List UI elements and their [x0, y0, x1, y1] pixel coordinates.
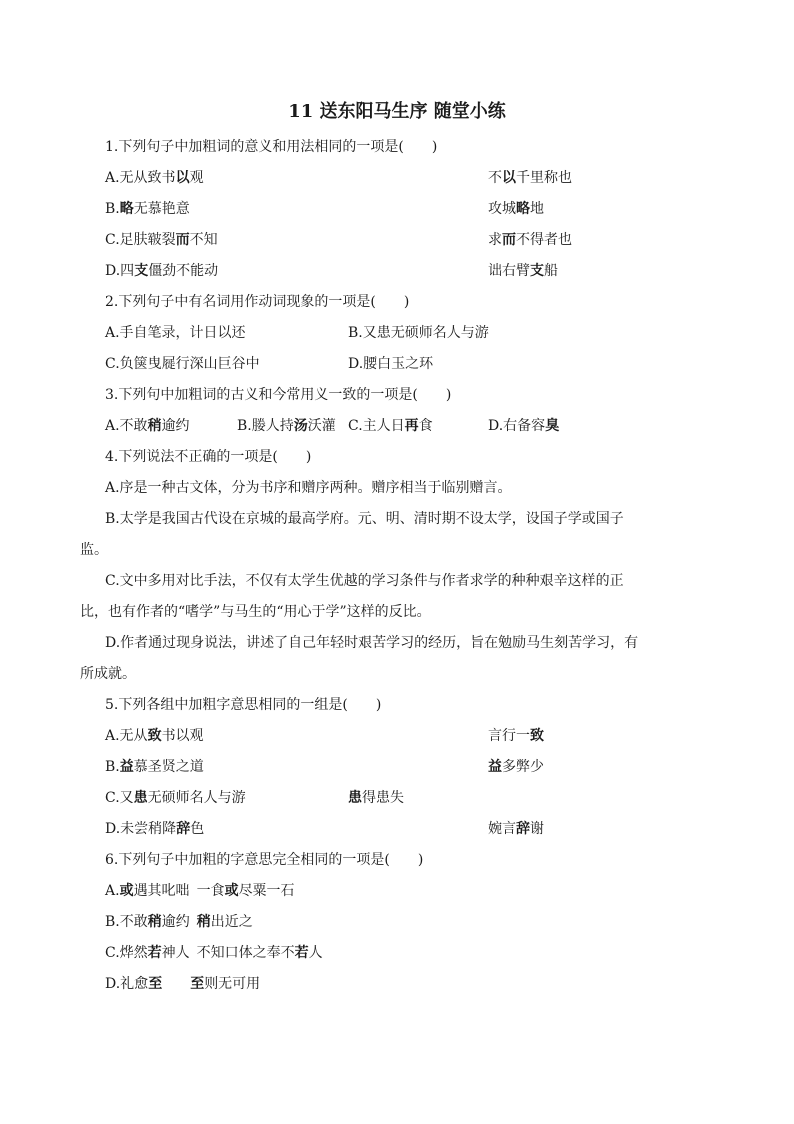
- q1-a-r-bold: 以: [502, 170, 516, 186]
- q1-option-d: [105, 261, 218, 281]
- q5-option-b-right: [488, 757, 544, 777]
- q1-a-post: 观: [189, 170, 204, 186]
- q5-a-pre: A.无从: [105, 728, 148, 744]
- q1-d-r-pre: 诎右臂: [488, 263, 530, 279]
- q1-b-post: 无慕艳意: [133, 201, 190, 217]
- q5-b-pre: B.: [105, 759, 120, 775]
- q4-option-a: A.序是一种古文体，分为书序和赠序两种。赠序相当于临别赠言。: [105, 480, 512, 496]
- q2-option-b: B.又患无硕师名人与游: [348, 325, 489, 341]
- q3-option-d: [488, 416, 559, 436]
- q5-option-b: [105, 757, 204, 777]
- q3-stem: 3.下列句中加粗词的古义和今常用义一致的一项是( ): [105, 387, 452, 403]
- q1-d-r-post: 船: [544, 263, 558, 279]
- q5-c-r-bold: 患: [348, 790, 362, 806]
- q2-option-d: D.腰白玉之环: [348, 356, 434, 372]
- q1-d-r-bold: 支: [530, 263, 544, 279]
- q4-option-d-line1: D.作者通过现身说法，讲述了自己年轻时艰苦学习的经历，旨在勉励马生刻苦学习，有: [105, 635, 639, 651]
- q1-b-r-pre: 攻城: [488, 201, 516, 217]
- q6-option-a: [105, 881, 295, 901]
- q6-c-r-pre: 不知口体之奉不: [196, 945, 295, 961]
- q3-option-b: [237, 416, 336, 436]
- q5-option-a: [105, 726, 204, 746]
- q4-option-d-line2: 所成就。: [80, 666, 136, 682]
- q1-option-a-right: [488, 168, 572, 188]
- q5-a-post: 书以观: [161, 728, 204, 744]
- q6-b-bold: 稍: [147, 914, 162, 930]
- q6-b-pre: B.不敢: [105, 914, 148, 930]
- q5-d-post: 色: [190, 821, 205, 837]
- q1-a-pre: A.无从致书: [105, 170, 176, 186]
- q4-option-c-line2: 比，也有作者的“嗜学”与马生的“用心于学”这样的反比。: [80, 604, 431, 620]
- q6-c-post: 神人: [161, 945, 190, 961]
- q3-c-post: 食: [418, 418, 433, 434]
- q3-option-c: [348, 416, 433, 436]
- q3-a-post: 逾约: [161, 418, 190, 434]
- q1-a-bold: 以: [175, 170, 190, 186]
- q6-d-bold: 至: [148, 976, 163, 992]
- q3-d-pre: D.右备容: [488, 418, 546, 434]
- q5-option-d-right: [488, 819, 544, 839]
- q5-option-a-right: [488, 726, 544, 746]
- q6-stem: 6.下列句子中加粗的字意思完全相同的一项是( ): [105, 852, 424, 868]
- q5-stem: 5.下列各组中加粗字意思相同的一组是( ): [105, 697, 382, 713]
- q5-b-r-bold: 益: [488, 759, 502, 775]
- q3-d-bold: 臭: [545, 418, 560, 434]
- q6-c-r-bold: 若: [294, 945, 309, 961]
- q6-a-bold: 或: [119, 883, 134, 899]
- q3-option-a: [105, 416, 190, 436]
- q6-a-pre: A.: [105, 883, 120, 899]
- q6-option-c: [105, 943, 323, 963]
- q5-c-pre: C.又: [105, 790, 134, 806]
- q1-option-c: [105, 230, 218, 250]
- q4-stem: 4.下列说法不正确的一项是( ): [105, 449, 312, 465]
- q1-option-c-right: [488, 230, 572, 250]
- q3-a-pre: A.不敢: [105, 418, 148, 434]
- q3-a-bold: 稍: [147, 418, 162, 434]
- q5-b-r-post: 多弊少: [502, 759, 544, 775]
- q3-c-pre: C.主人日: [348, 418, 405, 434]
- q6-b-r-bold: 稍: [196, 914, 211, 930]
- q1-c-pre: C.足肤皲裂: [105, 232, 176, 248]
- q1-b-r-bold: 略: [516, 201, 530, 217]
- q5-b-bold: 益: [119, 759, 134, 775]
- q6-b-r-post: 出近之: [210, 914, 253, 930]
- q1-c-bold: 而: [175, 232, 190, 248]
- q1-a-r-post: 千里称也: [516, 170, 572, 186]
- q1-option-d-right: [488, 261, 558, 281]
- q1-stem: 1.下列句子中加粗词的意义和用法相同的一项是( ): [105, 139, 438, 155]
- q1-c-r-bold: 而: [502, 232, 516, 248]
- q6-a-r-pre: 一食: [196, 883, 225, 899]
- q1-option-a: [105, 168, 204, 188]
- q6-a-r-post: 尽粟一石: [238, 883, 295, 899]
- page-title: 11 送东阳马生序 随堂小练: [288, 101, 506, 122]
- q6-option-b: [105, 912, 253, 932]
- q5-d-r-post: 谢: [530, 821, 544, 837]
- q2-option-a: A.手自笔录，计日以还: [105, 325, 246, 341]
- q5-c-r-post: 得患失: [362, 790, 404, 806]
- q5-d-r-bold: 辞: [516, 821, 530, 837]
- q4-option-b-line1: B.太学是我国古代设在京城的最高学府。元、明、清时期不设太学，设国子学或国子: [105, 511, 624, 527]
- q5-b-post: 慕圣贤之道: [133, 759, 204, 775]
- q1-d-post: 僵劲不能动: [148, 263, 219, 279]
- q5-option-d: [105, 819, 204, 839]
- q2-stem: 2.下列句子中有名词用作动词现象的一项是( ): [105, 294, 410, 310]
- q6-b-post: 逾约: [161, 914, 190, 930]
- q6-a-r-bold: 或: [224, 883, 239, 899]
- q6-d-pre: D.礼愈: [105, 976, 149, 992]
- q1-b-pre: B.: [105, 201, 120, 217]
- q5-option-c: [105, 788, 246, 808]
- q6-c-pre: C.烨然: [105, 945, 148, 961]
- q3-b-bold: 汤: [293, 418, 308, 434]
- q6-c-r-post: 人: [308, 945, 323, 961]
- q5-a-bold: 致: [147, 728, 162, 744]
- q6-a-post: 遇其叱咄: [133, 883, 190, 899]
- q1-c-r-pre: 求: [488, 232, 502, 248]
- q5-d-bold: 辞: [176, 821, 191, 837]
- q1-c-post: 不知: [189, 232, 218, 248]
- q3-b-post: 沃灌: [307, 418, 336, 434]
- q4-option-c-line1: C.文中多用对比手法，不仅有太学生优越的学习条件与作者求学的种种艰辛这样的正: [105, 573, 624, 589]
- q3-c-bold: 再: [404, 418, 419, 434]
- q1-option-b-right: [488, 199, 544, 219]
- q1-b-bold: 略: [119, 201, 134, 217]
- q6-option-d: [105, 974, 260, 994]
- q5-d-r-pre: 婉言: [488, 821, 516, 837]
- q5-a-r-bold: 致: [530, 728, 544, 744]
- q1-d-bold: 支: [134, 263, 149, 279]
- q1-option-b: [105, 199, 190, 219]
- q1-a-r-pre: 不: [488, 170, 502, 186]
- q1-d-pre: D.四: [105, 263, 135, 279]
- q5-c-post: 无硕师名人与游: [147, 790, 246, 806]
- q4-option-b-line2: 监。: [80, 542, 108, 558]
- q2-option-c: C.负箧曳屣行深山巨谷中: [105, 356, 260, 372]
- q5-c-bold: 患: [133, 790, 148, 806]
- q1-c-r-post: 不得者也: [516, 232, 572, 248]
- q5-a-r-pre: 言行一: [488, 728, 530, 744]
- q1-b-r-post: 地: [530, 201, 544, 217]
- q3-b-pre: B.媵人持: [237, 418, 294, 434]
- q5-option-c-right: [348, 788, 404, 808]
- q5-d-pre: D.未尝稍降: [105, 821, 177, 837]
- q6-d-r-post: 则无可用: [204, 976, 261, 992]
- q6-c-bold: 若: [147, 945, 162, 961]
- q6-d-r-bold: 至: [190, 976, 205, 992]
